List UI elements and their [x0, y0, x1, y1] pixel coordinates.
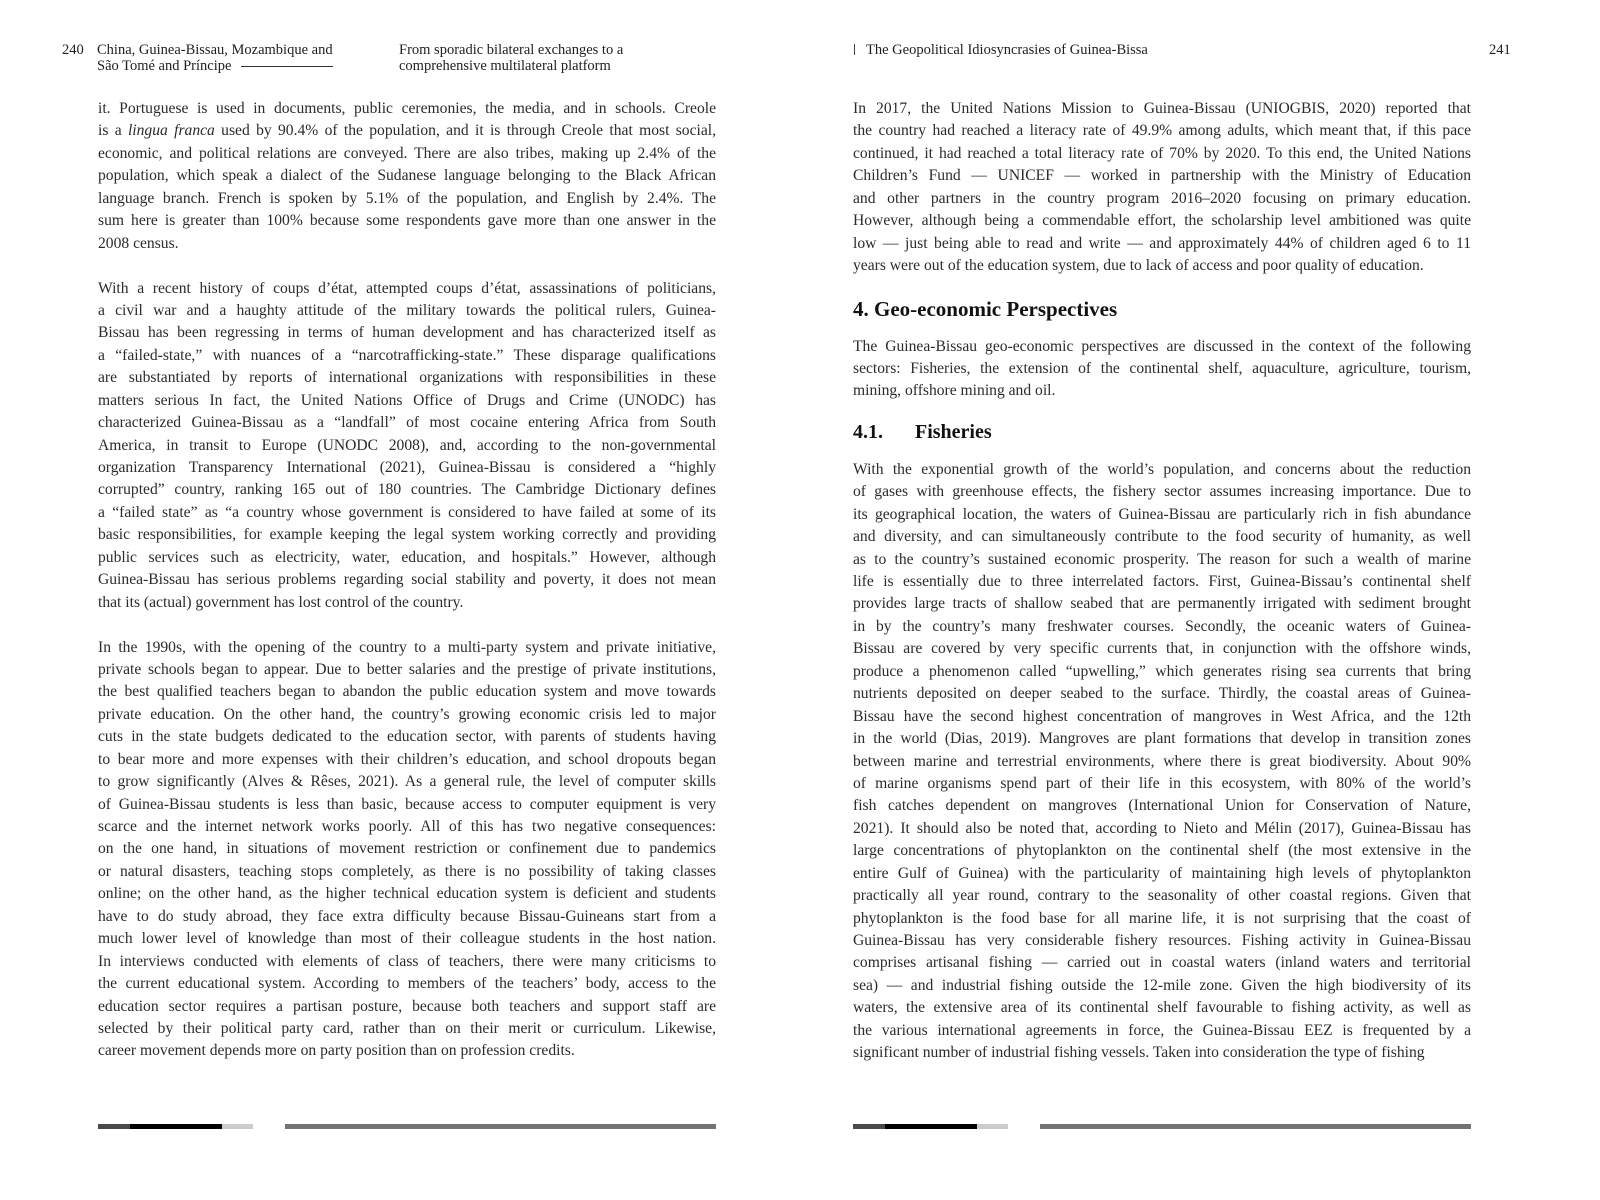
text-line: basic responsibilities, for example keeping the legal system working correctly and providing [98, 526, 716, 544]
text-line: With a recent history of coups d’état, attempted coups d’état, assassinations of politicians, [98, 279, 716, 297]
text-line: its geographical location, the waters of Guinea-Bissau are particularly rich in fish abundance [853, 505, 1471, 523]
footer-segment [222, 1124, 253, 1129]
text-line: and other partners in the country program 2016–2020 focusing on primary education. [853, 189, 1471, 207]
text-line: In the 1990s, with the opening of the country to a multi-party system and private initiative, [98, 638, 716, 656]
text-line: corrupted” country, ranking 165 out of 180 countries. The Cambridge Dictionary defines [98, 481, 716, 499]
text-line: characterized Guinea-Bissau as a “landfall” of most cocaine entering Africa from South [98, 414, 716, 432]
paragraph [98, 278, 716, 615]
section-heading: 4. Geo-economic Perspectives [853, 296, 1118, 321]
footer-segment [1040, 1124, 1471, 1129]
running-head-book-title [97, 42, 333, 74]
text-line: practically all year round, contrary to the seasonality of other coastal regions. Given that [853, 887, 1471, 905]
text-line: fish catches dependent on mangroves (International Union for Conservation of Nature, [853, 797, 1471, 815]
text-line: of marine organisms spend part of their life in this ecosystem, with 80% of the world’s [853, 774, 1471, 792]
text-line: life is essentially due to three interrelated factors. First, Guinea-Bissau’s continental shelf [853, 573, 1471, 590]
subsection-number: 4.1. [853, 420, 883, 443]
text-line: sectors: Fisheries, the extension of the continental shelf, aquaculture, agriculture, tourism, [853, 359, 1471, 377]
paragraph [853, 459, 1471, 1065]
right-page [800, 0, 1600, 1200]
text-line: to grow significantly (Alves & Rêses, 2021). As a general rule, the level of computer skills [98, 773, 716, 791]
footer-bar [853, 1124, 1471, 1129]
running-head-line: São Tomé and Príncipe [97, 58, 333, 74]
text-line: significant number of industrial fishing vessels. Taken into consideration the type of fishing [853, 1044, 1425, 1062]
text-line: have to do study abroad, they face extra difficulty because Bissau-Guineans start from a [98, 907, 716, 925]
text-line: Bissau has been regressing in terms of human development and has characterized itself as [98, 324, 716, 342]
text-line: or natural disasters, teaching stops completely, as there is no possibility of taking classes [98, 862, 716, 880]
text-line: a civil war and a haughty attitude of the military towards the political rulers, Guinea- [98, 301, 716, 319]
subsection-title: Fisheries [915, 420, 992, 443]
text-line: Guinea-Bissau has very considerable fishery resources. Fishing activity in Guinea-Bissau [853, 932, 1471, 949]
text-line: to bear more and more expenses with their children’s education, and school dropouts began [98, 750, 716, 768]
text-line: it. Portuguese is used in documents, public ceremonies, the media, and in schools. Creole [98, 100, 716, 117]
text-line: that its (actual) government has lost control of the country. [98, 593, 464, 611]
running-head-line: comprehensive multilateral platform [399, 58, 611, 74]
text-line: the country had reached a literacy rate of 49.9% among adults, which meant that, if this pace [853, 122, 1471, 140]
footer-segment [130, 1124, 222, 1129]
text-line: matters serious In fact, the United Nations Office of Drugs and Crime (UNODC) has [98, 391, 716, 409]
footer-segment [285, 1124, 716, 1129]
footer-bar [98, 1124, 716, 1129]
text-line: scarce and the internet network works poorly. All of this has two negative consequences: [98, 818, 716, 835]
text-line: 2021). It should also be noted that, according to Nieto and Mélin (2017), Guinea-Bissau has [853, 819, 1471, 837]
text-line: much lower level of knowledge than most of their colleague students in the host nation. [98, 930, 716, 948]
text-line: organization Transparency International (2021), Guinea-Bissau is considered a “highly [98, 459, 716, 476]
paragraph [853, 336, 1471, 403]
text-line: of gases with greenhouse effects, the fishery sector assumes increasing importance. Due to [853, 483, 1471, 501]
footer-segment [98, 1124, 130, 1129]
page-number: 240 [62, 42, 84, 58]
text-line: public services such as electricity, water, education, and hospitals.” However, although [98, 548, 716, 566]
text-line: private schools began to appear. Due to better salaries and the prestige of private institutions, [98, 660, 716, 678]
running-head-line: From sporadic bilateral exchanges to a [399, 42, 624, 58]
text-line: the various international agreements in force, the Guinea-Bissau EEZ is frequented by a [853, 1021, 1471, 1039]
text-line: Bissau have the second highest concentration of mangroves in West Africa, and the 12th [853, 707, 1471, 725]
text-line: are substantiated by reports of international organizations with responsibilities in these [98, 369, 716, 387]
text-line: With the exponential growth of the world’s population, and concerns about the reduction [853, 460, 1471, 478]
text-line: a “failed-state,” with nuances of a “narcotrafficking-state.” These disparage qualifications [98, 346, 716, 364]
text-line: sea) — and industrial fishing outside the 12-mile zone. Given the high biodiversity of its [853, 976, 1471, 994]
text-line: low — just being able to read and write — and approximately 44% of children aged 6 to 11 [853, 234, 1471, 252]
text-line: America, in transit to Europe (UNODC 2008), and, according to the non-governmental [98, 436, 716, 454]
body-text [853, 98, 1471, 1065]
paragraph [98, 637, 716, 1063]
footer-segment [885, 1124, 977, 1129]
text-line: Guinea-Bissau has serious problems regarding social stability and poverty, it does not mean [98, 571, 716, 589]
page-number: 241 [1489, 42, 1511, 58]
text-line: mining, offshore mining and oil. [853, 382, 1056, 400]
text-line: sum here is greater than 100% because some respondents gave more than one answer in the [98, 212, 716, 230]
text-line: In interviews conducted with elements of class of teachers, there were many criticisms to [98, 952, 716, 970]
text-line: Bissau are covered by very specific currents that, in conjunction with the offshore winds, [853, 640, 1471, 658]
text-line: population, which speak a dialect of the Sudanese language belonging to the Black African [98, 167, 716, 185]
paragraph [853, 98, 1471, 278]
text-line: economic, and political relations are conveyed. There are also tribes, making up 2.4% of the [98, 144, 716, 162]
text-line: entire Gulf of Guinea) with the particularity of maintaining high levels of phytoplankton [853, 864, 1471, 882]
text-line: provides large tracts of shallow seabed that are permanently irrigated with sediment brought [853, 595, 1471, 613]
text-line: online; on the other hand, as the higher technical education system is deficient and students [98, 885, 716, 903]
text-line: on the one hand, in situations of movement restriction or confinement due to pandemics [98, 840, 716, 858]
paragraph [98, 98, 716, 255]
text-line: career movement depends more on party position than on profession credits. [98, 1042, 575, 1060]
text-line: However, although being a commendable effort, the scholarship level ambitioned was quite [853, 212, 1471, 230]
header-divider [854, 44, 855, 55]
text-line: between marine and terrestrial environments, where there is great biodiversity. About 90% [853, 752, 1471, 770]
running-head: The Geopolitical Idiosyncrasies of Guinea-Bissa [866, 42, 1148, 58]
text-line: education sector requires a partisan posture, because both teachers and support staff are [98, 997, 716, 1015]
text-line: waters, the extensive area of its continental shelf favourable to fishing activity, as well as [853, 999, 1471, 1017]
text-line: phytoplankton is the food base for all marine life, it is not surprising that the coast of [853, 909, 1471, 927]
text-line: years were out of the education system, due to lack of access and poor quality of education. [853, 257, 1424, 275]
subsection-heading [853, 415, 1471, 459]
text-line: nutrients deposited on deeper seabed to the surface. Thirdly, the coastal areas of Guinea- [853, 685, 1471, 703]
text-line: and diversity, and can simultaneously contribute to the food security of humanity, as well [853, 528, 1471, 546]
text-line: a “failed state” as “a country whose government is considered to have failed at some of its [98, 503, 716, 521]
text-line: 2008 census. [98, 234, 179, 252]
text-line: produce a phenomenon called “upwelling,” which generates rising sea currents that bring [853, 662, 1471, 680]
text-line: continued, it had reached a total literacy rate of 70% by 2020. To this end, the United Nations [853, 144, 1471, 162]
text-line: large concentrations of phytoplankton on the continental shelf (the most extensive in the [853, 842, 1471, 860]
text-line: the best qualified teachers began to abandon the public education system and move towards [98, 683, 716, 701]
header-rule [241, 66, 333, 67]
text-line: language branch. French is spoken by 5.1% of the population, and English by 2.4%. The [98, 189, 716, 207]
text-line: comprises artisanal fishing — carried out in coastal waters (inland waters and territorial [853, 954, 1471, 972]
text-line: The Guinea-Bissau geo-economic perspectives are discussed in the context of the following [853, 337, 1471, 355]
text-line: selected by their political party card, rather than on their merit or curriculum. Likewise, [98, 1019, 716, 1037]
running-head-chapter-title [399, 42, 623, 74]
text-line: is a lingua franca used by 90.4% of the population, and it is through Creole that most social, [98, 122, 716, 140]
text-line: the current educational system. According to members of the teachers’ body, access to the [98, 975, 716, 993]
footer-segment [977, 1124, 1008, 1129]
running-head-line: China, Guinea-Bissau, Mozambique and [97, 42, 333, 58]
text-line: as to the country’s sustained economic prosperity. The reason for such a wealth of marine [853, 550, 1471, 568]
text-line: Children’s Fund — UNICEF — worked in partnership with the Ministry of Education [853, 167, 1471, 185]
body-text [98, 98, 716, 1063]
text-line: In 2017, the United Nations Mission to Guinea-Bissau (UNIOGBIS, 2020) reported that [853, 100, 1471, 117]
text-line: of Guinea-Bissau students is less than basic, because access to computer equipment is very [98, 795, 716, 813]
text-line: in by the country’s many freshwater courses. Secondly, the oceanic waters of Guinea- [853, 617, 1471, 635]
text-line: in the world (Dias, 2019). Mangroves are plant formations that develop in transition zones [853, 730, 1471, 748]
footer-segment [853, 1124, 885, 1129]
text-line: private education. On the other hand, the country’s growing economic crisis led to major [98, 705, 716, 723]
text-line: cuts in the state budgets dedicated to the education sector, with parents of students having [98, 728, 716, 746]
